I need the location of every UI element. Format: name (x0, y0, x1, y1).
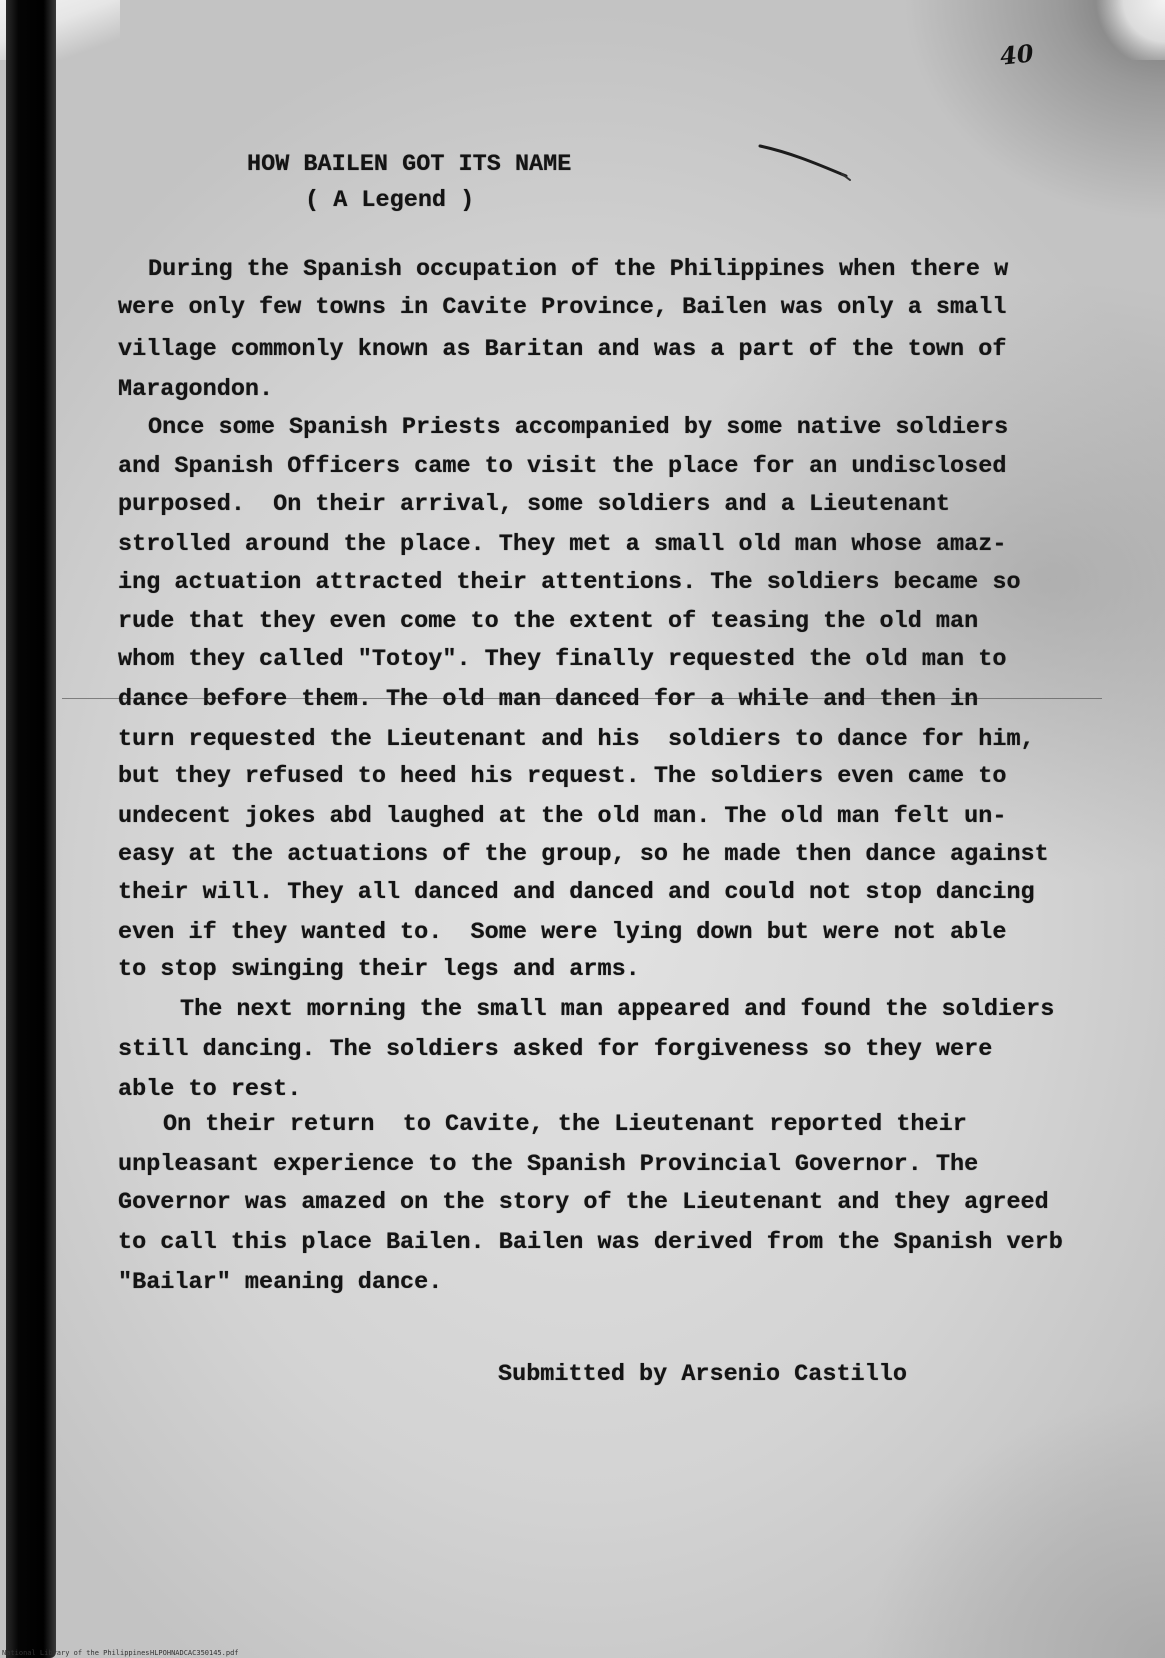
page-number: 40 (998, 38, 1035, 71)
text-line: turn requested the Lieutenant and his soldiers to dance for him, (118, 726, 1035, 753)
text-line: even if they wanted to. Some were lying down but were not able (118, 919, 1007, 946)
text-line: were only few towns in Cavite Province, Bailen was only a small (118, 294, 1007, 321)
pen-stroke-mark (758, 140, 858, 190)
text-line: unpleasant experience to the Spanish Provincial Governor. The (118, 1151, 979, 1178)
text-line: village commonly known as Baritan and was a part of the town of (118, 336, 1007, 363)
text-line: During the Spanish occupation of the Philippines when there w (148, 256, 1009, 283)
text-line: to call this place Bailen. Bailen was derived from the Spanish verb (118, 1229, 1063, 1256)
signature-line: Submitted by Arsenio Castillo (498, 1361, 907, 1388)
text-line: to stop swinging their legs and arms. (118, 956, 640, 983)
text-line: dance before them. The old man danced for a while and then in (118, 686, 979, 713)
text-line: still dancing. The soldiers asked for forgiveness so they were (118, 1036, 993, 1063)
scan-binding-edge (6, 0, 56, 1658)
document-title: HOW BAILEN GOT ITS NAME (247, 151, 572, 178)
text-line: able to rest. (118, 1076, 302, 1103)
text-line: rude that they even come to the extent of teasing the old man (118, 608, 979, 635)
text-line: but they refused to heed his request. The soldiers even came to (118, 763, 1007, 790)
text-line: ing actuation attracted their attentions. The soldiers became so (118, 569, 1021, 596)
text-line: their will. They all danced and danced and could not stop dancing (118, 879, 1035, 906)
text-line: "Bailar" meaning dance. (118, 1269, 443, 1296)
text-line: Maragondon. (118, 376, 274, 403)
footer-filename: HLPOHNADCAC350145.pdf (150, 1649, 239, 1657)
footer-library: National Library of the Philippines (2, 1649, 150, 1657)
text-line: purposed. On their arrival, some soldiers and a Lieutenant (118, 491, 951, 518)
text-line: strolled around the place. They met a small old man whose amaz- (118, 531, 1007, 558)
text-line: undecent jokes abd laughed at the old man. The old man felt un- (118, 803, 1007, 830)
text-line: The next morning the small man appeared and found the soldiers (180, 996, 1055, 1023)
text-line: easy at the actuations of the group, so he made then dance against (118, 841, 1049, 868)
text-line: whom they called "Totoy". They finally requested the old man to (118, 646, 1007, 673)
text-line: On their return to Cavite, the Lieutenant reported their (163, 1111, 967, 1138)
text-line: Once some Spanish Priests accompanied by some native soldiers (148, 414, 1009, 441)
text-line: and Spanish Officers came to visit the place for an undisclosed (118, 453, 1007, 480)
text-line: Governor was amazed on the story of the Lieutenant and they agreed (118, 1189, 1049, 1216)
document-subtitle: ( A Legend ) (305, 187, 475, 214)
paper-corner-highlight (1095, 0, 1165, 60)
